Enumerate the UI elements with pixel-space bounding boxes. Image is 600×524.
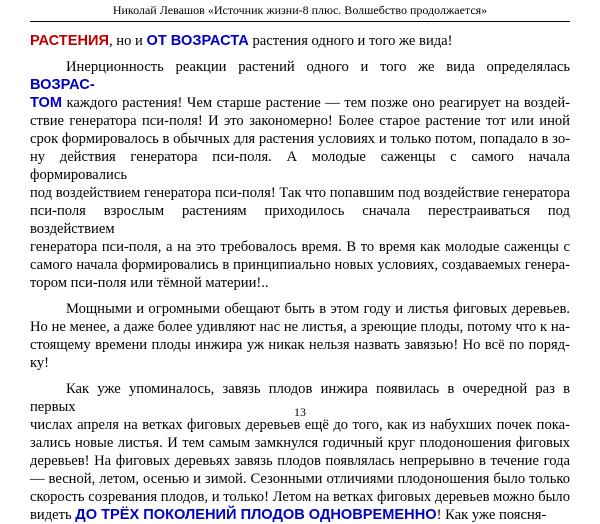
text-line: [30, 148, 570, 184]
emphasis-text: ВОЗРАС-: [30, 77, 95, 93]
text-run: ку!: [30, 355, 50, 371]
text-run: скорость созревания плодов, и только! Летом на ветках фиговых деревьев можно было: [30, 489, 570, 505]
text-line: [30, 434, 570, 452]
text-run: зались новые листья. И тем самым замкнулся годичный круг плодоношения фиговых: [30, 435, 570, 451]
paragraph: [30, 58, 570, 292]
paragraph: [30, 300, 570, 372]
text-line: [30, 506, 570, 524]
text-line: [30, 112, 570, 130]
emphasis-text: РАСТЕНИЯ: [30, 33, 109, 49]
paragraph: [30, 32, 570, 50]
text-run: генератора пси-поля, а на это требовалось время. В то время как молодые саженцы с: [30, 239, 570, 255]
text-run: Мощными и огромными обещают быть в этом году и листья фиговых деревьев.: [66, 301, 570, 317]
text-run: ну действия генератора пси-поля. А молодые саженцы с самого начала формировались: [30, 149, 570, 183]
text-line: [30, 452, 570, 470]
text-run: деревьев! На фиговых деревьях завязь плодов появлялась непрерывно в течение года: [30, 453, 570, 469]
running-header: Николай Левашов «Источник жизни-8 плюс. Волшебство продолжается»: [112, 3, 488, 17]
emphasis-text: ТОМ: [30, 95, 63, 111]
text-line: [30, 354, 570, 372]
paragraph: [30, 380, 570, 524]
text-line: [30, 184, 570, 202]
text-run: ! Как уже поясня-: [436, 507, 547, 523]
text-run: срок формировалось в обычных для растения условиях и только потом, попадало в зо-: [30, 131, 570, 147]
header-rule: [30, 21, 570, 22]
text-run: тором пси-поля или тёмной материи!..: [30, 275, 269, 291]
text-run: ствие генератора пси-поля! И это закономерно! Более старое растение тот или иной: [30, 113, 570, 129]
text-line: [30, 318, 570, 336]
text-line: [30, 130, 570, 148]
body-text: [30, 30, 570, 524]
text-run: каждого растения! Чем старше растение — тем позже оно реагирует на воздей-: [62, 95, 570, 111]
text-line: [30, 94, 570, 112]
text-run: Но не менее, а даже более удивляют нас не листья, а зреющие плоды, потому что к на-: [30, 319, 570, 335]
text-run: видеть: [30, 507, 76, 523]
emphasis-text: ОТ ВОЗРАСТА: [146, 33, 249, 49]
text-line: [30, 32, 570, 50]
text-line: [30, 488, 570, 506]
text-run: Как уже упоминалось, завязь плодов инжира появилась в очередной раз в первых: [30, 381, 570, 415]
text-line: [30, 274, 570, 292]
text-run: пси-поля взрослым растениям приходилось сначала перестраиваться под воздействием: [30, 203, 570, 237]
emphasis-text: ДО ТРЁХ ПОКОЛЕНИЙ ПЛОДОВ ОДНОВРЕМЕННО: [75, 507, 437, 523]
text-line: [30, 238, 570, 256]
text-line: [30, 300, 570, 318]
text-line: [30, 336, 570, 354]
text-line: [30, 202, 570, 238]
text-run: — весной, летом, осенью и зимой. Сезонными отличиями плодоношения было только: [30, 471, 570, 487]
text-line: [30, 256, 570, 274]
text-run: стоящему времени плоды инжира уж никак нельзя назвать завязью! Но всё по поряд-: [30, 337, 570, 353]
text-run: числах апреля на ветках фиговых деревьев ещё до того, как из набухших почек пока-: [30, 417, 570, 433]
text-run: самого начала формировались в принципиально новых условиях, создаваемых генера-: [30, 257, 570, 273]
text-run: под воздействием генератора пси-поля! Так что попавшим под воздействие генератора: [30, 185, 570, 201]
page-number: 13: [294, 405, 306, 419]
text-run: , но и: [108, 33, 147, 49]
text-line: [30, 470, 570, 488]
text-run: Инерционность реакции растений одного и того же вида определялась: [66, 59, 570, 75]
text-line: [30, 58, 570, 94]
text-run: растения одного и того же вида!: [248, 33, 453, 49]
